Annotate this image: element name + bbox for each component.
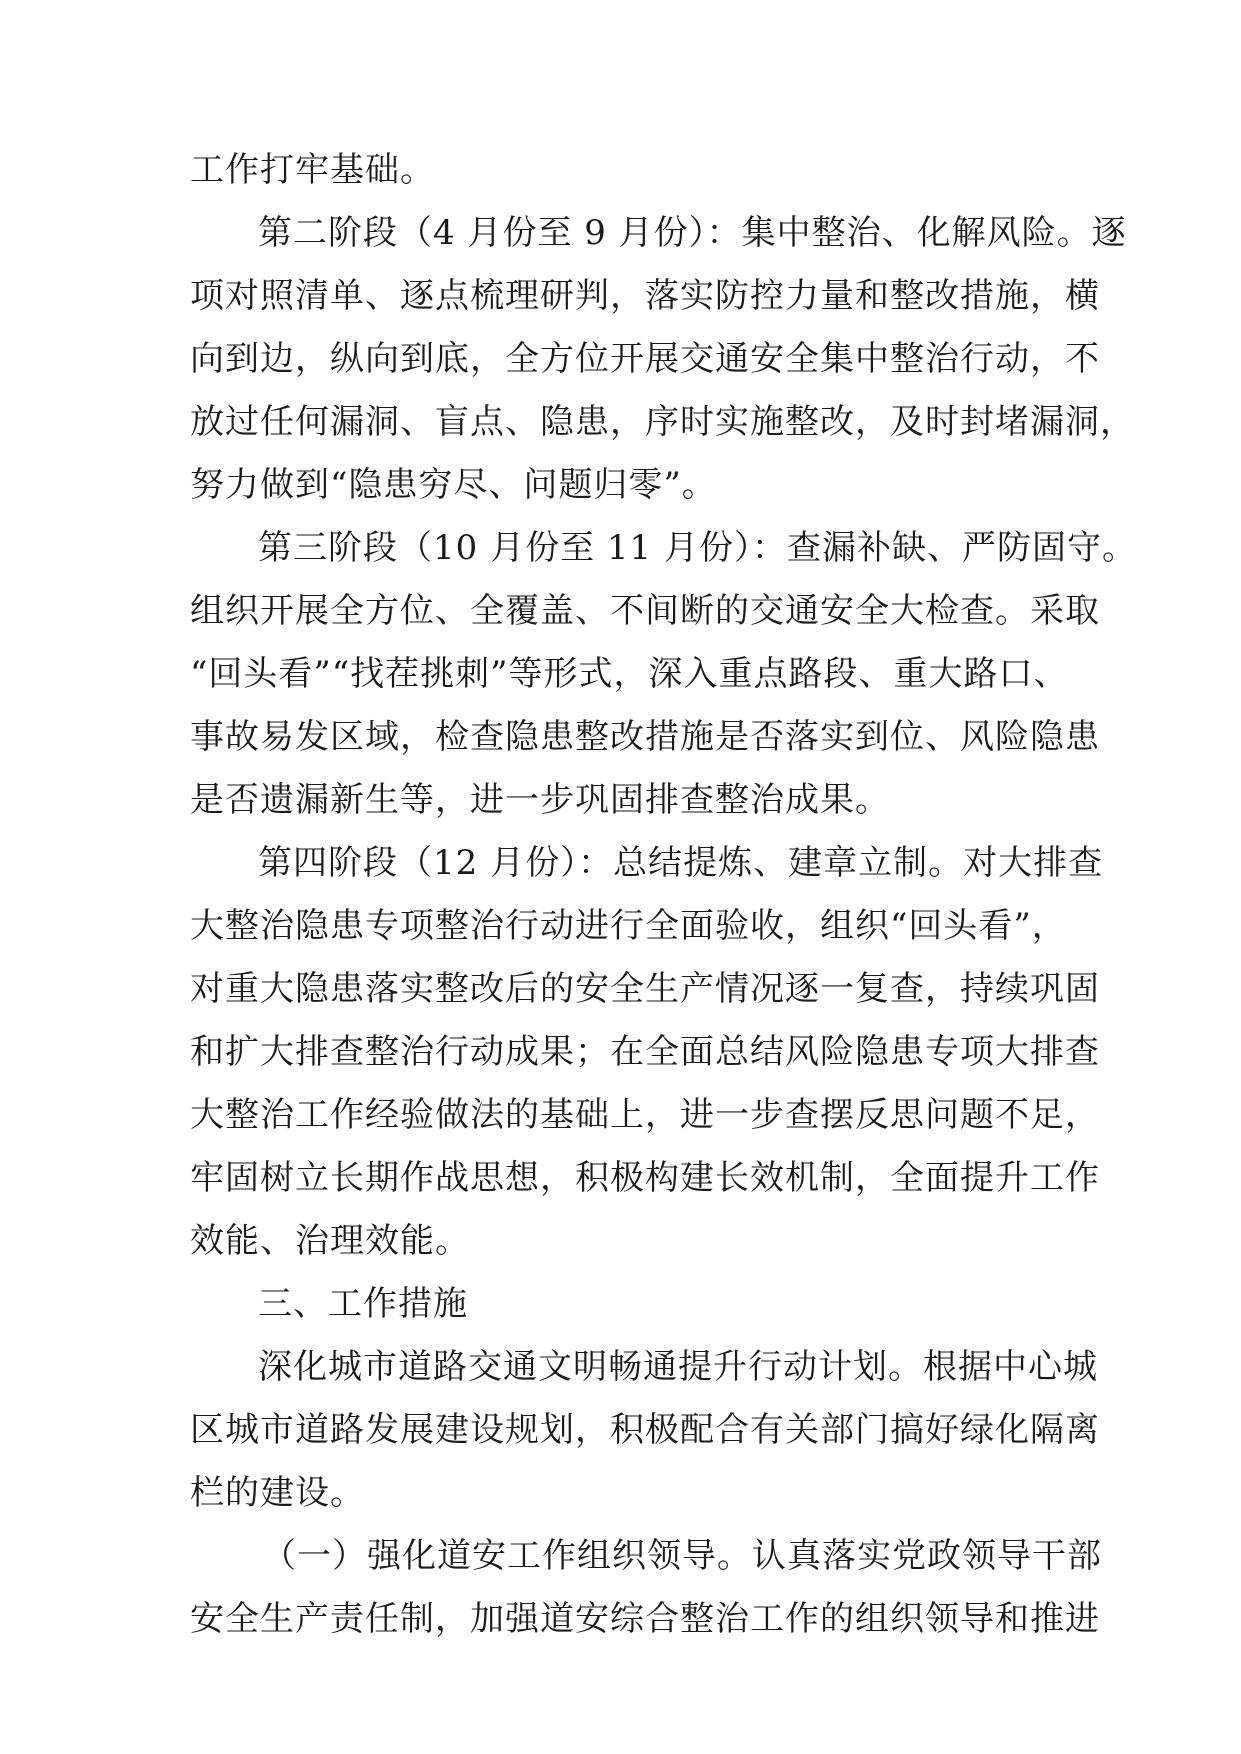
text-line: 向到边，纵向到底，全方位开展交通安全集中整治行动，不 bbox=[190, 339, 1100, 379]
text-line: 努力做到“隐患穷尽、问题归零”。 bbox=[190, 465, 717, 505]
section-heading: 三、工作措施 bbox=[258, 1284, 468, 1324]
text-line: 安全生产责任制，加强道安综合整治工作的组织领导和推进 bbox=[190, 1599, 1100, 1639]
text-line: 是否遗漏新生等，进一步巩固排查整治成果。 bbox=[190, 780, 890, 820]
text-line: “回头看”“找茬挑刺”等形式，深入重点路段、重大路口、 bbox=[190, 654, 1069, 694]
text-line: 深化城市道路交通文明畅通提升行动计划。根据中心城 bbox=[258, 1347, 1098, 1387]
text-line: 区城市道路发展建设规划，积极配合有关部门搞好绿化隔离 bbox=[190, 1410, 1100, 1450]
text-line: 和扩大排查整治行动成果；在全面总结风险隐患专项大排查 bbox=[190, 1032, 1100, 1072]
text-line: 事故易发区域，检查隐患整改措施是否落实到位、风险隐患 bbox=[190, 717, 1100, 757]
text-line: 大整治工作经验做法的基础上，进一步查摆反思问题不足， bbox=[190, 1095, 1100, 1135]
text-line: 大整治隐患专项整治行动进行全面验收，组织“回头看”， bbox=[190, 906, 1067, 946]
text-line: 栏的建设。 bbox=[190, 1473, 365, 1513]
text-line: 第三阶段（10 月份至 11 月份）：查漏补缺、严防固守。 bbox=[258, 528, 1137, 568]
text-line: 对重大隐患落实整改后的安全生产情况逐一复查，持续巩固 bbox=[190, 969, 1100, 1009]
text-line: 放过任何漏洞、盲点、隐患，序时实施整改，及时封堵漏洞， bbox=[190, 402, 1135, 442]
text-line: （一）强化道安工作组织领导。认真落实党政领导干部 bbox=[262, 1536, 1102, 1576]
text-line: 项对照清单、逐点梳理研判，落实防控力量和整改措施，横 bbox=[190, 276, 1100, 316]
text-line: 第二阶段（4 月份至 9 月份）：集中整治、化解风险。逐 bbox=[258, 213, 1127, 253]
text-line: 牢固树立长期作战思想，积极构建长效机制，全面提升工作 bbox=[190, 1158, 1100, 1198]
text-line: 效能、治理效能。 bbox=[190, 1221, 470, 1261]
text-line: 工作打牢基础。 bbox=[190, 150, 435, 190]
text-line: 第四阶段（12 月份）：总结提炼、建章立制。对大排查 bbox=[258, 843, 1104, 883]
text-line: 组织开展全方位、全覆盖、不间断的交通安全大检查。采取 bbox=[190, 591, 1100, 631]
